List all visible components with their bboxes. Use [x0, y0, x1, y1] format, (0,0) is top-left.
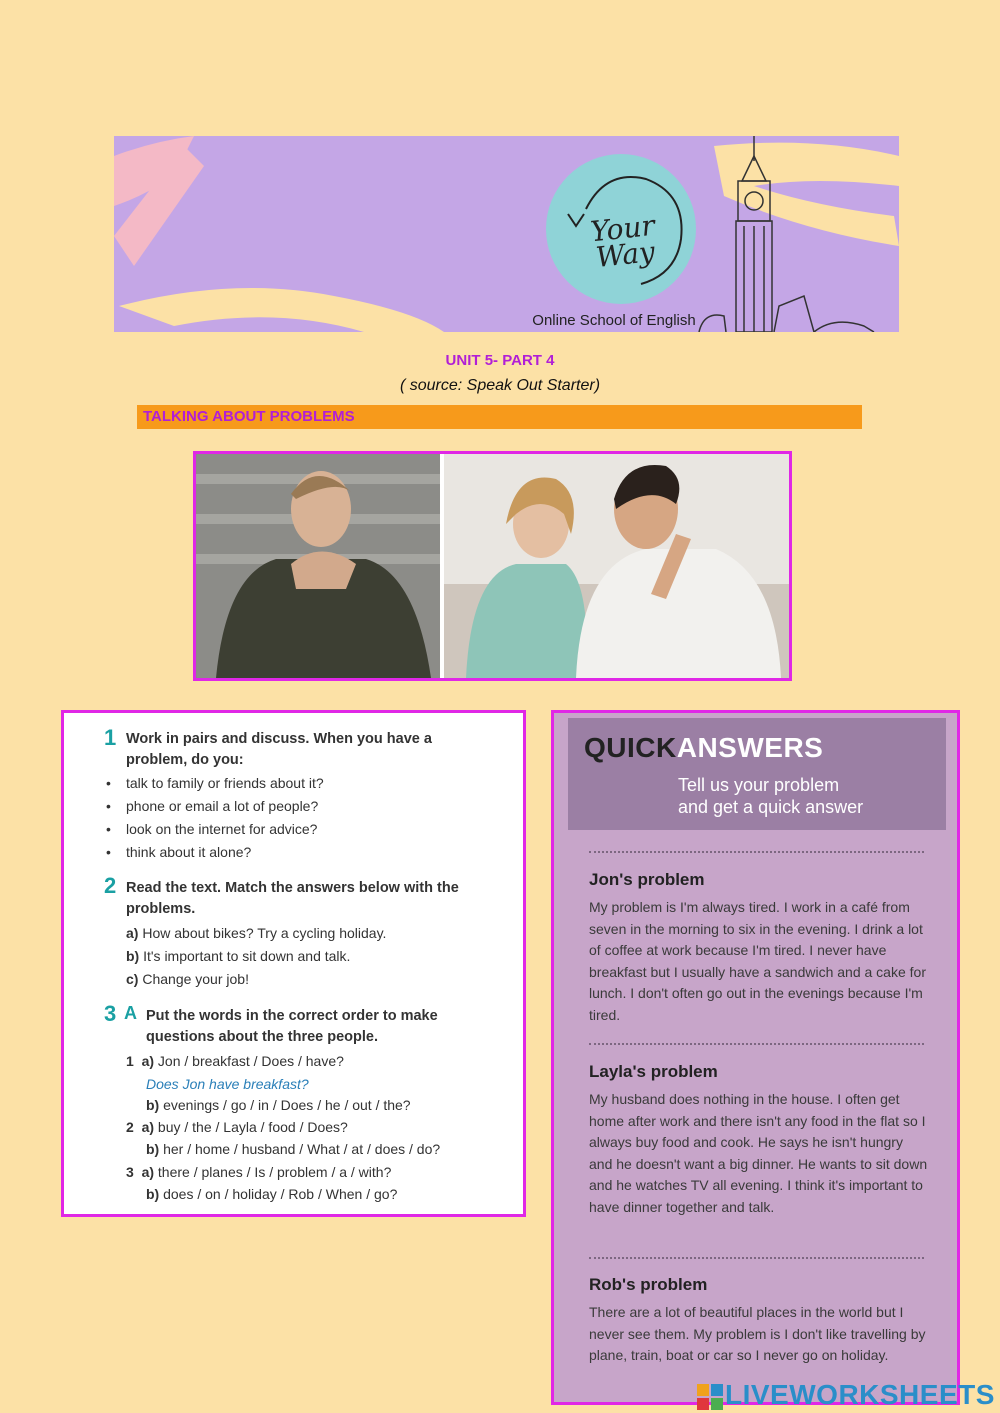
q3-item: 1 a) Jon / breakfast / Does / have?	[126, 1053, 344, 1069]
q3-item: 3 a) there / planes / Is / problem / a / with?	[126, 1164, 392, 1180]
q1-bullet: • look on the internet for advice?	[126, 821, 317, 837]
liveworksheets-logo-icon	[697, 1384, 723, 1410]
q2-answer: b) It's important to sit down and talk.	[126, 948, 351, 964]
exercise-box	[61, 710, 526, 1217]
quick-answers-title: QUICKANSWERS	[584, 732, 824, 763]
q1-number: 1	[104, 725, 117, 750]
problem-title: Jon's problem	[589, 870, 705, 889]
unit-title: UNIT 5- PART 4	[445, 352, 555, 369]
q3-item: b) evenings / go / in / Does / he / out / the?	[146, 1097, 411, 1113]
q2-answer: c) Change your job!	[126, 971, 249, 987]
problem-text: My problem is I'm always tired. I work in a café from seven in the morning to six in the evening. I drink a lot of coffee at work because I'm tired. I never have breakfast but I usually have a sandwich and a cake for lunch. I don't often go out in the evenings because I'm tired.	[589, 899, 926, 1023]
problem-photos	[196, 454, 789, 678]
problem-text: My husband does nothing in the house. I often get home after work and there isn't any food in the flat so I always buy food and cook. He says he isn't hungry and he doesn't want a big dinner. He wants to sit down and he watches TV all evening. I think it's important to have dinner together and talk.	[589, 1091, 928, 1215]
q3-item: 2 a) buy / the / Layla / food / Does?	[126, 1119, 348, 1135]
banner-decoration	[114, 136, 899, 332]
problem-title: Rob's problem	[589, 1275, 708, 1294]
quick-answers-tagline: Tell us your problem and get a quick answer	[678, 775, 864, 817]
logo-text: Your Way	[588, 208, 657, 274]
header-banner	[114, 136, 899, 332]
q3-item: b) does / on / holiday / Rob / When / go?	[146, 1186, 398, 1202]
q3-example: Does Jon have breakfast?	[146, 1076, 309, 1092]
q3-number: 3	[104, 1001, 117, 1026]
q1-text: Work in pairs and discuss. When you have a problem, do you:	[126, 731, 432, 768]
q2-number: 2	[104, 873, 117, 898]
quick-answers-header	[568, 718, 946, 830]
divider	[589, 1043, 924, 1045]
divider	[589, 851, 924, 853]
q1-bullet: • think about it alone?	[126, 844, 251, 860]
quick-answers-box	[551, 710, 960, 1405]
topic-bar	[137, 405, 862, 429]
q2-text: Read the text. Match the answers below with the problems.	[126, 880, 459, 917]
q1-bullet: • phone or email a lot of people?	[126, 798, 318, 814]
liveworksheets-brand: LIVEWORKSHEETS	[725, 1379, 995, 1410]
source-line: ( source: Speak Out Starter)	[399, 377, 601, 394]
divider	[589, 1257, 924, 1259]
q3-item: b) her / home / husband / What / at / does / do?	[146, 1141, 441, 1157]
banner-subtitle: Online School of English	[532, 312, 696, 329]
q2-answer: a) How about bikes? Try a cycling holiday.	[126, 925, 387, 941]
problem-text: There are a lot of beautiful places in the world but I never see them. My problem is I don't like travelling by plane, train, boat or car so I never go on holiday.	[589, 1304, 926, 1363]
photo-frame	[193, 451, 792, 681]
q3-letter: A	[124, 1003, 137, 1023]
problem-title: Layla's problem	[589, 1062, 718, 1081]
q3-text: Put the words in the correct order to make questions about the three people.	[146, 1008, 438, 1045]
q1-bullet: • talk to family or friends about it?	[126, 775, 324, 791]
topic-title: TALKING ABOUT PROBLEMS	[143, 408, 355, 425]
